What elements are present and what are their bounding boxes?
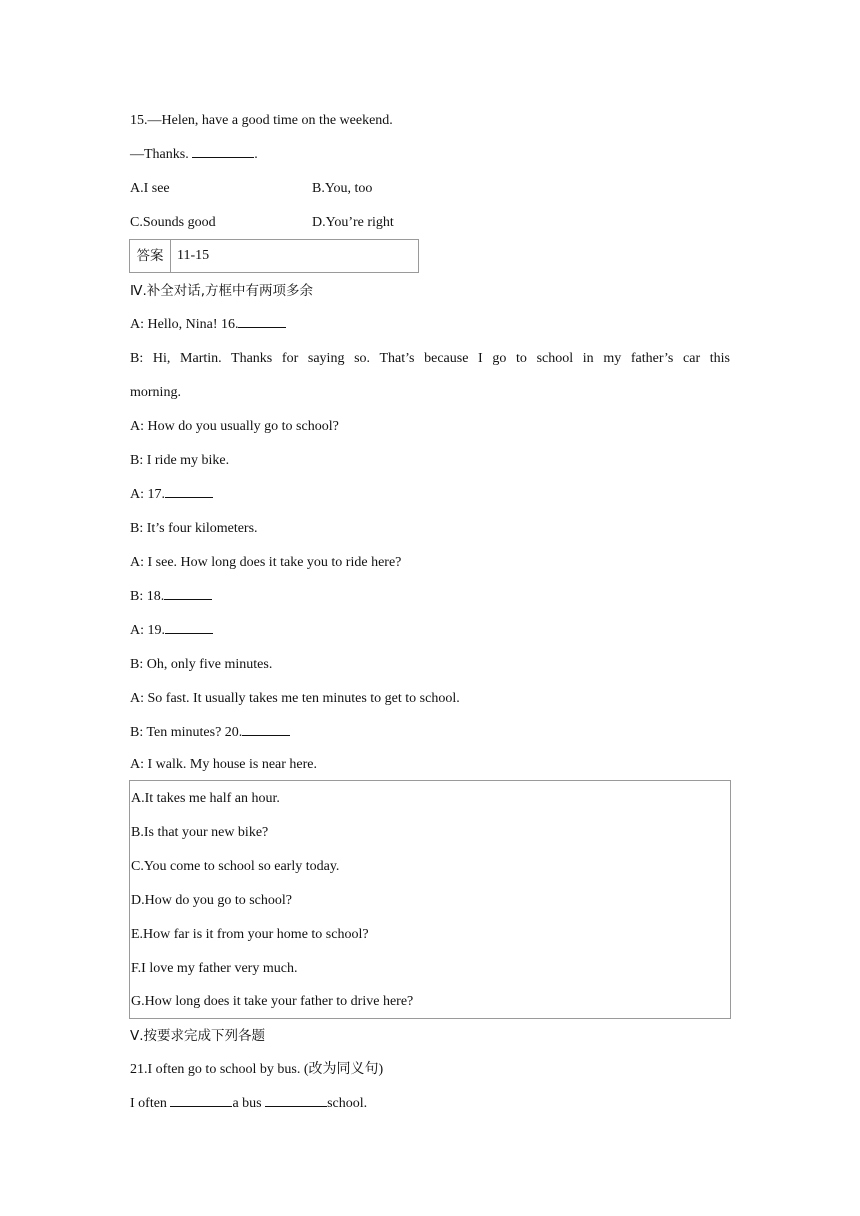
dialogue-line bbox=[130, 614, 730, 648]
q21-stem: 21.I often go to school by bus. (改为同义句) bbox=[130, 1062, 384, 1077]
dialogue-line bbox=[130, 478, 730, 512]
dialogue-line: A: How do you usually go to school? bbox=[130, 419, 339, 434]
q15-option-c[interactable]: C.Sounds good bbox=[130, 215, 216, 230]
q21-blank-2[interactable] bbox=[265, 1088, 327, 1107]
dialogue-line: A: I walk. My house is near here. bbox=[130, 757, 318, 772]
choices-box bbox=[129, 780, 731, 1019]
section5-title: Ⅴ.按要求完成下列各题 bbox=[130, 1028, 266, 1044]
dialogue-line: morning. bbox=[130, 385, 181, 400]
q15-option-a[interactable]: A.I see bbox=[130, 181, 170, 196]
answer-table bbox=[129, 239, 419, 273]
q15-options-row-2 bbox=[130, 206, 730, 240]
q21-part3: school. bbox=[327, 1096, 368, 1111]
dialogue-line bbox=[130, 580, 730, 614]
choice-item: D.How do you go to school? bbox=[131, 893, 292, 908]
dialogue-line: A: I see. How long does it take you to ride here? bbox=[130, 555, 402, 570]
q15-stem: 15.—Helen, have a good time on the weekend. bbox=[130, 113, 393, 128]
q15-blank[interactable] bbox=[192, 139, 254, 158]
q15-option-d[interactable]: D.You’re right bbox=[312, 215, 394, 230]
q21-part2: a bus bbox=[232, 1096, 266, 1111]
q21-blank-1[interactable] bbox=[170, 1088, 232, 1107]
dialogue-line: B: I ride my bike. bbox=[130, 453, 230, 468]
dialogue-line: B: It’s four kilometers. bbox=[130, 521, 258, 536]
q15-reply bbox=[130, 138, 730, 172]
dialogue-line-text: A: 17. bbox=[130, 487, 165, 502]
q21-answer-line bbox=[130, 1087, 730, 1121]
q15-options-row-1 bbox=[130, 172, 730, 206]
q21-part1: I often bbox=[130, 1096, 171, 1111]
choice-item: C.You come to school so early today. bbox=[131, 859, 340, 874]
dialogue-line-text: B: 18. bbox=[130, 589, 165, 604]
q15-reply-suffix: . bbox=[254, 147, 258, 162]
choice-item: F.I love my father very much. bbox=[131, 961, 298, 976]
answer-blank-16[interactable] bbox=[238, 309, 286, 328]
answer-table-value[interactable]: 11-15 bbox=[177, 248, 210, 263]
dialogue-line bbox=[130, 308, 730, 342]
answer-blank-18[interactable] bbox=[164, 581, 212, 600]
section4-title: Ⅳ.补全对话,方框中有两项多余 bbox=[130, 283, 314, 299]
choice-item: G.How long does it take your father to drive here? bbox=[131, 994, 414, 1009]
dialogue-line bbox=[130, 716, 730, 750]
answer-blank-19[interactable] bbox=[165, 615, 213, 634]
answer-blank-17[interactable] bbox=[165, 479, 213, 498]
answer-blank-20[interactable] bbox=[242, 717, 290, 736]
choice-item: E.How far is it from your home to school? bbox=[131, 927, 369, 942]
dialogue-line-text: A: Hello, Nina! 16. bbox=[130, 317, 239, 332]
dialogue-line: B: Hi, Martin. Thanks for saying so. That’s because I go to school in my father’s car this bbox=[130, 351, 730, 366]
dialogue-line: A: So fast. It usually takes me ten minutes to get to school. bbox=[130, 691, 460, 706]
q15-reply-prefix: —Thanks. bbox=[130, 147, 193, 162]
dialogue-line: B: Oh, only five minutes. bbox=[130, 657, 273, 672]
dialogue-line-text: A: 19. bbox=[130, 623, 165, 638]
answer-table-label: 答案 bbox=[130, 240, 171, 272]
q15-option-b[interactable]: B.You, too bbox=[312, 181, 373, 196]
choice-item: B.Is that your new bike? bbox=[131, 825, 269, 840]
choice-item: A.It takes me half an hour. bbox=[131, 791, 280, 806]
dialogue-line-text: B: Ten minutes? 20. bbox=[130, 725, 243, 740]
